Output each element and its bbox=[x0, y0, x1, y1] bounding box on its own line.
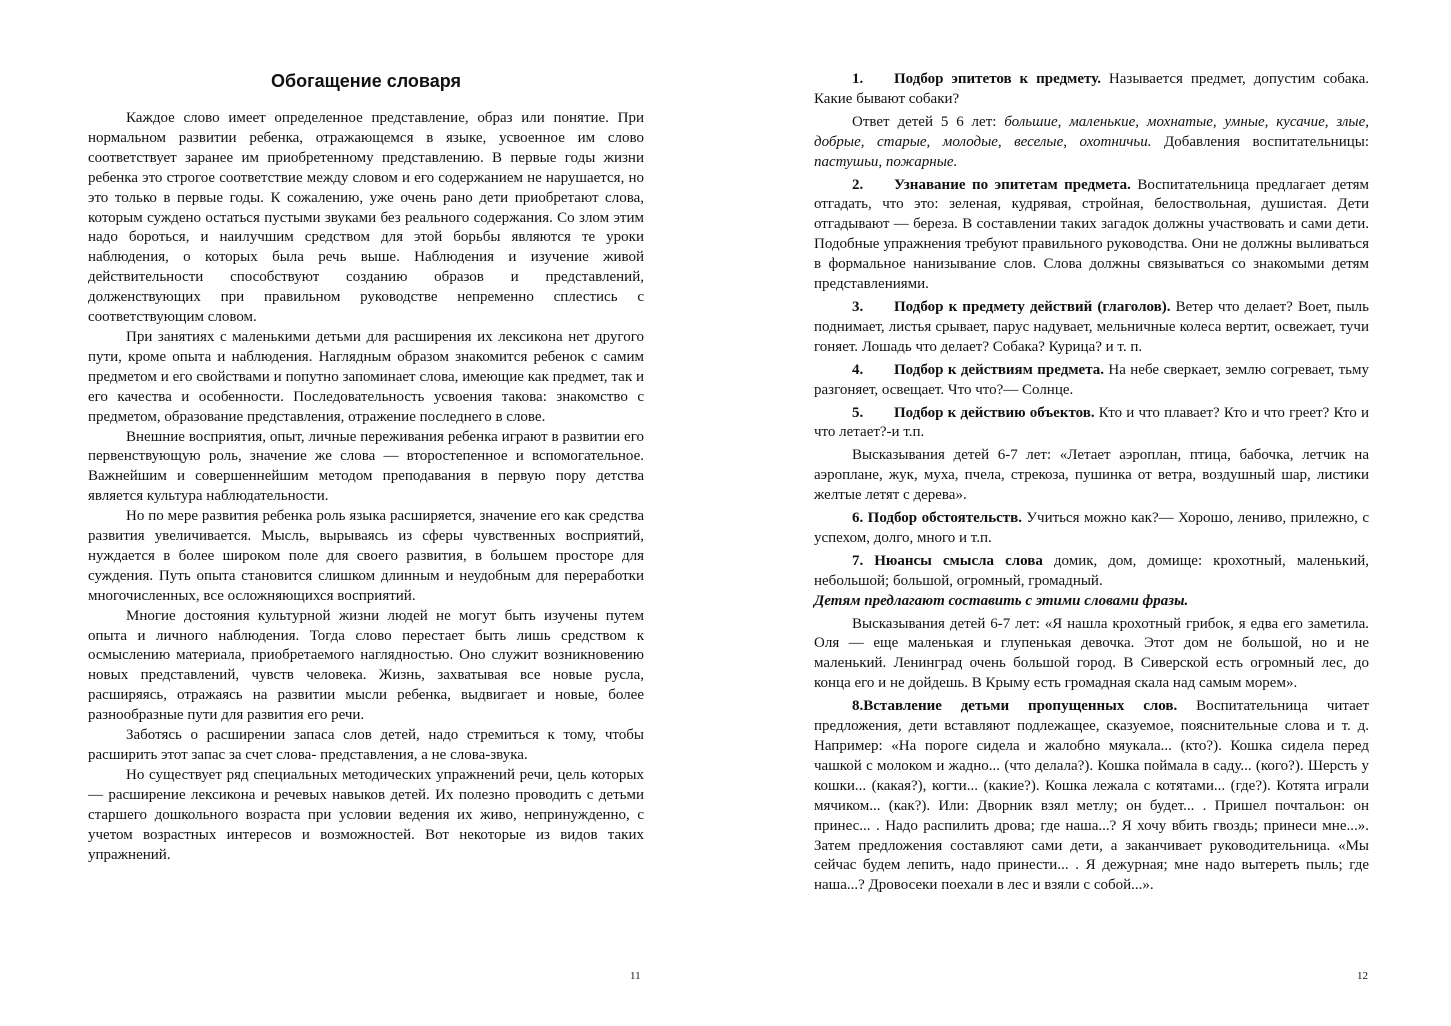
item-text: Называется предмет, допустим собака. Какие бывают собаки? bbox=[814, 71, 1369, 107]
item-heading: Подбор к действию объектов. bbox=[894, 404, 1095, 421]
right-page bbox=[726, 0, 1451, 1026]
exercise-item bbox=[814, 509, 1369, 549]
exercise-item bbox=[814, 361, 1369, 401]
page-title: Обогащение словаря bbox=[270, 71, 462, 91]
exercise-item bbox=[814, 404, 1369, 444]
item-number: 1. bbox=[852, 71, 864, 87]
item-text: Ветер что делает? Воет, пыль поднимает, листья срывает, парус надувает, мельничные колеса вертит, освежает, тучи гоняет. Лошадь что делает? Собака? Курица? и т. п. bbox=[814, 298, 1369, 355]
item-text: Учиться можно как?— Хорошо, лениво, прилежно, с успехом, долго, много и т.п. bbox=[814, 510, 1369, 546]
item-heading: Подбор эпитетов к предмету. bbox=[894, 71, 1101, 87]
paragraph: При занятиях с маленькими детьми для расширения их лексикона нет другого пути, кроме опыта и наблюдения. Наглядным образом знакомится ребенок с самим предметом и его свойствами и попутно запоминает слова, имеющие как предмет, так и его качества и особенности. Последовательность усвоения такова: знакомство с предметом, образование представления, отражение последнего в слове. bbox=[88, 328, 644, 425]
answer-additions: пастушьи, пожарные. bbox=[814, 153, 958, 170]
exercise-emphasis bbox=[814, 592, 1369, 612]
item-heading: 7. Нюансы смысла слова bbox=[852, 552, 1043, 569]
item-number: 4. bbox=[852, 361, 864, 378]
exercise-item bbox=[814, 176, 1369, 295]
children-quotes: Высказывания детей 6-7 лет: «Летает аэроплан, птица, бабочка, летчик на аэроплане, жук, муха, пчела, стрекоза, пушинка от ветра, воздушный шар, листики желтые летят с дерева». bbox=[814, 447, 1369, 504]
item-number: 2. bbox=[852, 176, 864, 193]
left-page-text bbox=[88, 109, 644, 865]
item-text: Воспитательница читает предложения, дети вставляют подлежащее, сказуемое, пояснительные слова и т. д. Например: «На пороге сидела и жалобно мяукала... (кто?). Кошка сидела перед чашкой с молоком и жадно... (что делала?). Кошка поймала в саду... (кого?). Шерсть у кошки... (какая?), когти... (какие?). Кошка лежала с котятами... (где?). Котята играли мячиком... (как?). Или: Дворник взял метлу; он будет... . Пришел почтальон: он принес... . Надо распилить дрова; где наша...? Я хочу вбить гвоздь; принеси мне...». Затем предложения составляют сами дети, а заканчивает руководительница. «Мы сейчас будем лепить, надо принести... . Я дежурная; мне надо вытереть пыль; где наша...? Дровосеки поехали в лес и взяли с собой...». bbox=[814, 698, 1369, 894]
children-quotes: Высказывания детей 6-7 лет: «Я нашла крохотный грибок, я едва его заметила. Оля — еще маленькая и глупенькая девочка. Этот дом не большой, но и не маленький. Ленинград очень большой город. В Сиверской есть огромный лес, до конца его и не дойдешь. В Крыму есть громадная скала над самым морем». bbox=[814, 615, 1369, 692]
paragraph: Внешние восприятия, опыт, личные переживания ребенка играют в развитии его первенствующую роль, значение же слова — второстепенное и вспомогательное. Важнейшим и совершеннейшим методом преподавания в первую пору детства является культура наблюдательности. bbox=[88, 428, 644, 505]
paragraph: Каждое слово имеет определенное представление, образ или понятие. При нормальном развитии ребенка, отражающемся в языке, усвоенное им слово соответствует заранее им приобретенному представлению. В первые годы жизни ребенка это строгое соответствие между словом и его содержанием не нарушается, но это только в первые годы. К сожалению, уже очень рано дети приобретают слова, которым суждено остаться пустыми звуками без реального содержания. Со злом этим надо бороться, и наилучшим средством для этой борьбы являются те уроки наблюдения, о которых была речь выше. Наблюдения и изучение живой действительности способствуют созданию образов и представлений, долженствующих при правильном руководстве непременно сплестись с соответствующим словом. bbox=[88, 110, 644, 326]
exercise-answer bbox=[814, 113, 1369, 173]
paragraph: Но существует ряд специальных методических упражнений речи, цель которых — расширение лексикона и речевых навыков детей. Их полезно проводить с детьми старшего дошкольного возраста при условии ведения их живо, непринужденно, с учетом возрастных интересов и возможностей. Вот некоторые из видов таких упражнений. bbox=[88, 766, 644, 863]
item-text: Кто и что плавает? Кто и что греет? Кто и что летает?-и т.п. bbox=[814, 404, 1369, 441]
answer-mid: Добавления воспитательницы: bbox=[1151, 133, 1369, 150]
exercise-item bbox=[814, 697, 1369, 896]
page-number: 12 bbox=[1357, 970, 1368, 982]
item-text: домик, дом, домище: крохотный, маленький, небольшой; большой, огромный, громадный. bbox=[814, 552, 1369, 589]
item-heading: 8.Вставление детьми пропущенных слов. bbox=[852, 698, 1178, 715]
exercise-item bbox=[814, 552, 1369, 592]
exercise-item bbox=[814, 298, 1369, 358]
answer-epithets: большие, маленькие, мохнатые, умные, кусачие, злые, добрые, старые, молодые, веселые, охотничьи. bbox=[814, 113, 1369, 150]
paragraph: Но по мере развития ребенка роль языка расширяется, значение его как средства развития увеличивается. Мысль, вырываясь из сферы чувственных восприятий, нуждается в более широком поле для своего развития, в большем просторе для суждения. Путь опыта становится слишком длинным и неудобным для переработки многочисленных, все осложняющихся восприятий. bbox=[88, 508, 644, 604]
item-heading: Узнавание по эпитетам предмета. bbox=[894, 176, 1131, 193]
emphasis-text: Детям предлагают составить с этими словами фразы. bbox=[814, 592, 1189, 609]
page-number: 11 bbox=[630, 970, 641, 982]
paragraph: Заботясь о расширении запаса слов детей, надо стремиться к тому, чтобы расширить этот запас за счет слова- представления, а не слова-звука. bbox=[88, 727, 644, 763]
item-number: 5. bbox=[852, 404, 864, 421]
exercise-item bbox=[814, 70, 1369, 110]
paragraph: Многие достояния культурной жизни людей не могут быть изучены путем опыта и личного наблюдения. Тогда слово перестает быть лишь средством к осмыслению материала, приобретаемого наглядностью. Оно служит возникновению новых представлений, чувств человека. Жизнь, захватывая все новые русла, расширяясь, отражаясь на развитии мысли ребенка, выдвигает и новые, более разнообразные пути для развития его речи. bbox=[88, 607, 644, 724]
item-heading: 6. Подбор обстоятельств. bbox=[852, 510, 1022, 527]
item-text: Воспитательница предлагает детям отгадать, что это: зеленая, кудрявая, стройная, белоствольная, душистая. Дети отгадывают — береза. В составлении таких загадок должны участвовать и сами дети. Подобные упражнения требуют правильного руководства. Они не должны выливаться в формальное нанизывание слов. Слова должны связываться со знакомыми детям представлениями. bbox=[814, 176, 1370, 293]
item-text: На небе сверкает, землю согревает, тьму разгоняет, освещает. Что что?— Солнце. bbox=[814, 361, 1369, 398]
item-number: 3. bbox=[852, 298, 864, 315]
answer-prefix: Ответ детей 5 6 лет: bbox=[852, 113, 1005, 130]
right-page-text bbox=[814, 70, 1369, 896]
item-heading: Подбор к предмету действий (глаголов). bbox=[894, 298, 1171, 315]
item-heading: Подбор к действиям предмета. bbox=[894, 361, 1104, 378]
